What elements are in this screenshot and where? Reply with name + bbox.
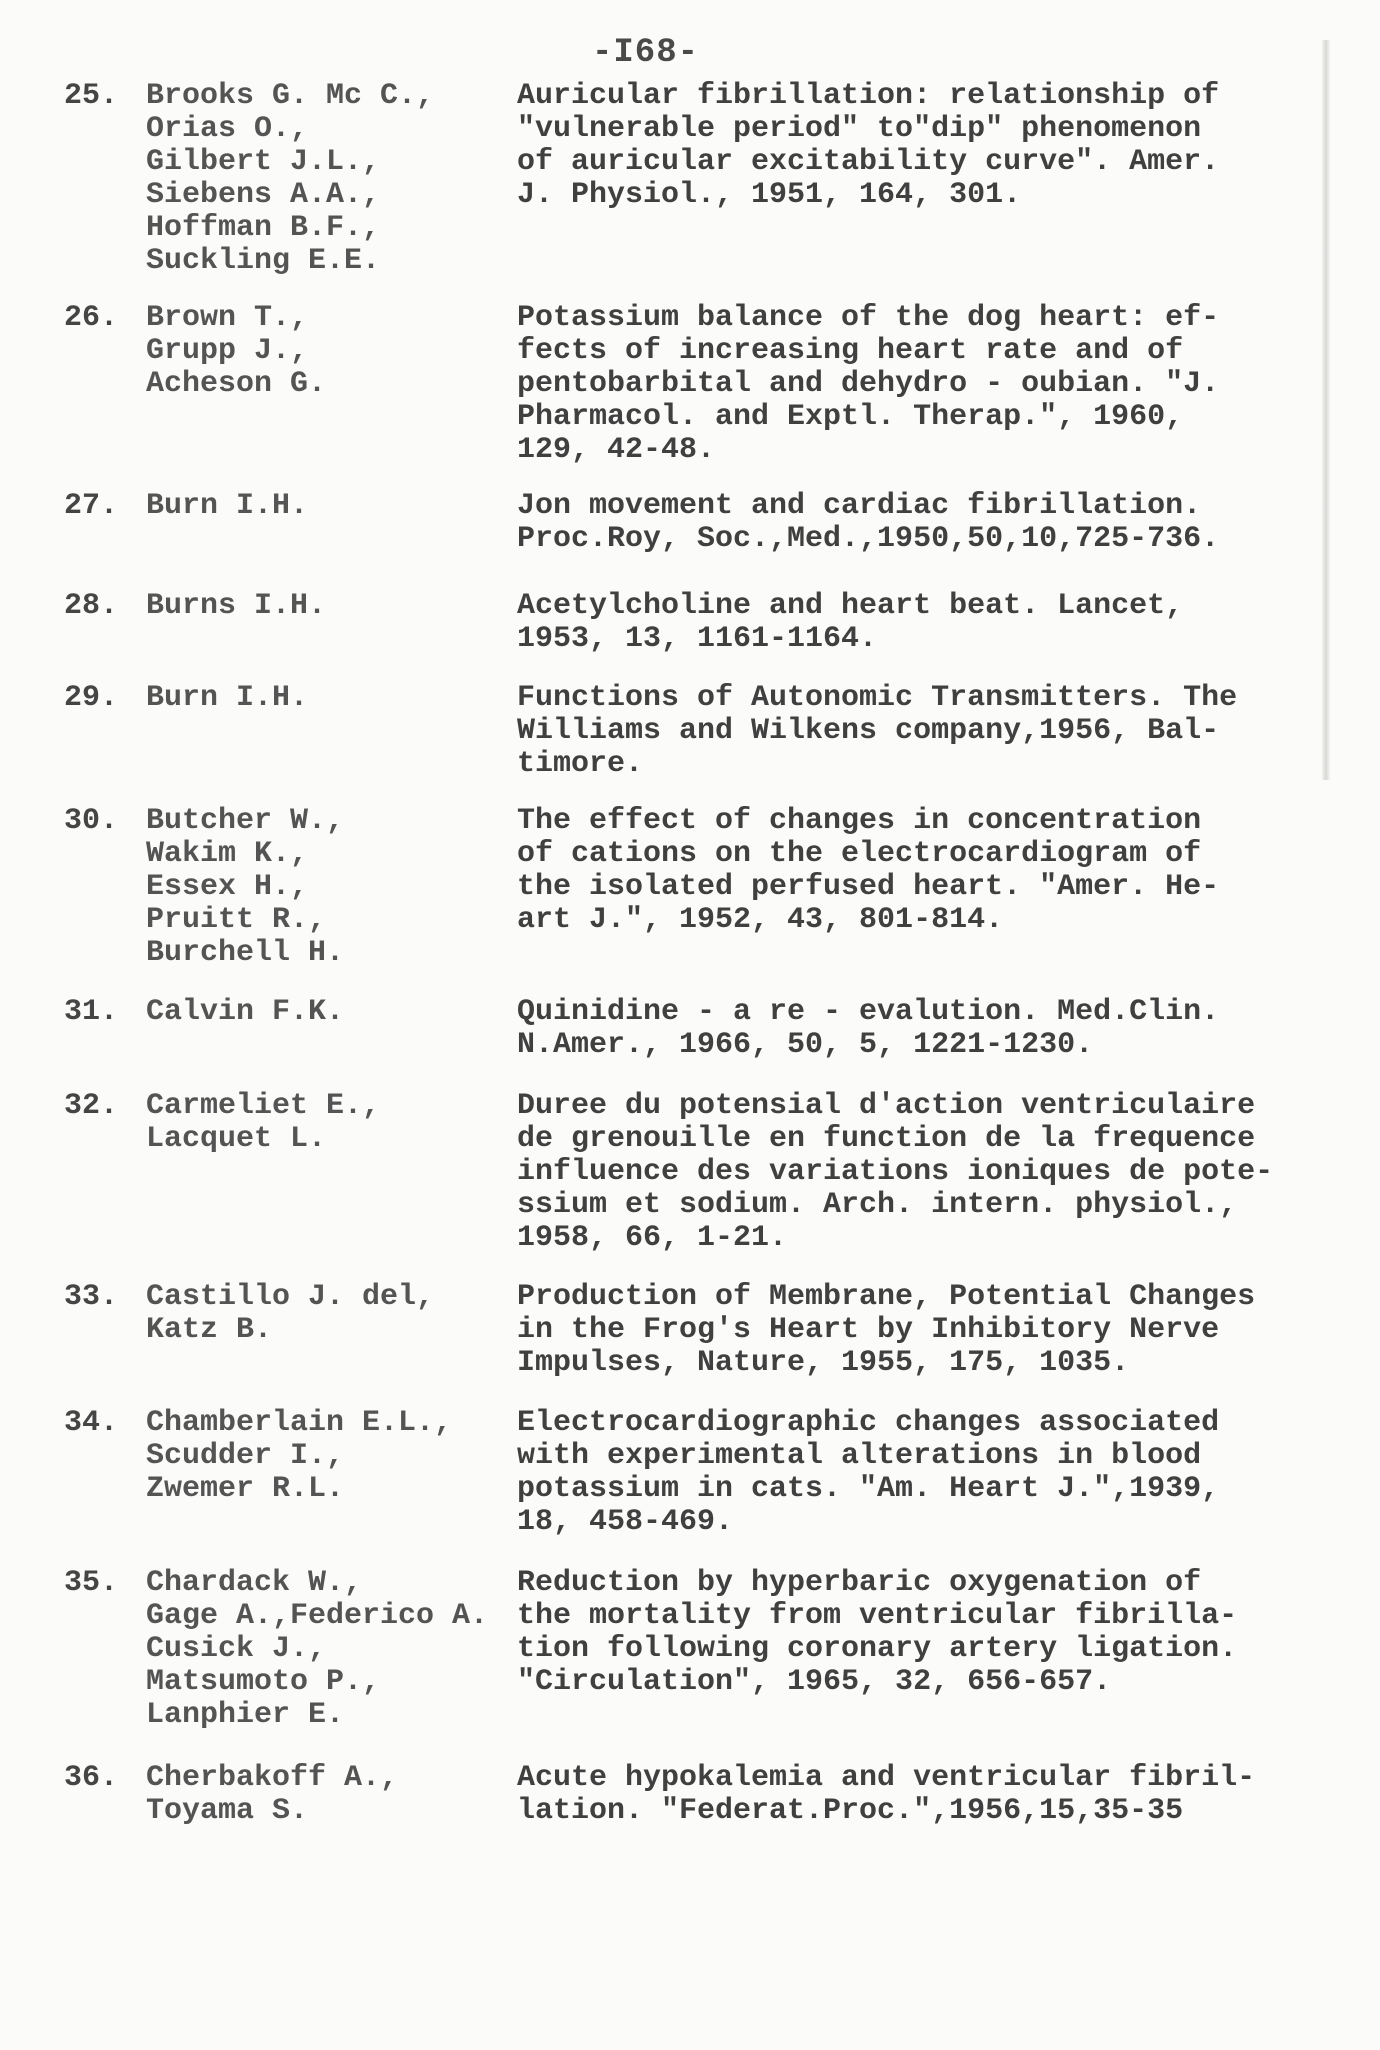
reference-authors bbox=[146, 805, 516, 970]
citation-line: potassium in cats. "Am. Heart J.",1939, bbox=[517, 1472, 1220, 1506]
reference-number: 25. bbox=[64, 79, 119, 113]
reference-citation bbox=[517, 805, 1317, 937]
reference-authors bbox=[146, 1281, 516, 1347]
author: Lacquet L. bbox=[146, 1122, 327, 1156]
reference-citation bbox=[517, 590, 1317, 656]
citation-line: "vulnerable period" to"dip" phenomenon bbox=[517, 112, 1202, 146]
reference-number: 35. bbox=[64, 1566, 119, 1600]
author: Essex H., bbox=[146, 870, 309, 904]
reference-authors bbox=[146, 590, 516, 623]
author: Burns I.H. bbox=[146, 589, 327, 623]
citation-line: of auricular excitability curve". Amer. bbox=[517, 145, 1220, 179]
page-number: -I68- bbox=[592, 34, 700, 72]
citation-line: de grenouille en function de la frequence bbox=[517, 1122, 1256, 1156]
reference-number: 28. bbox=[64, 589, 119, 623]
citation-line: the mortality from ventricular fibrilla- bbox=[517, 1599, 1238, 1633]
reference-citation bbox=[517, 1090, 1317, 1255]
author: Pruitt R., bbox=[146, 903, 327, 937]
author: Matsumoto P., bbox=[146, 1665, 381, 1699]
citation-line: Impulses, Nature, 1955, 175, 1035. bbox=[517, 1346, 1130, 1380]
author: Suckling E.E. bbox=[146, 244, 381, 278]
author: Zwemer R.L. bbox=[146, 1472, 345, 1506]
reference-number: 31. bbox=[64, 995, 119, 1029]
author: Cusick J., bbox=[146, 1632, 327, 1666]
citation-line: Production of Membrane, Potential Changes bbox=[517, 1280, 1256, 1314]
citation-line: Acetylcholine and heart beat. Lancet, bbox=[517, 589, 1184, 623]
author: Lanphier E. bbox=[146, 1698, 345, 1732]
citation-line: The effect of changes in concentration bbox=[517, 804, 1202, 838]
reference-citation bbox=[517, 1567, 1317, 1699]
citation-line: timore. bbox=[517, 747, 644, 781]
reference-authors bbox=[146, 80, 516, 278]
author: Carmeliet E., bbox=[146, 1089, 381, 1123]
reference-authors bbox=[146, 1762, 516, 1828]
citation-line: Duree du potensial d'action ventriculaire bbox=[517, 1089, 1256, 1123]
citation-line: in the Frog's Heart by Inhibitory Nerve bbox=[517, 1313, 1220, 1347]
reference-number: 27. bbox=[64, 489, 119, 523]
citation-line: J. Physiol., 1951, 164, 301. bbox=[517, 178, 1022, 212]
author: Burn I.H. bbox=[146, 681, 309, 715]
reference-authors bbox=[146, 1407, 516, 1506]
reference-number: 34. bbox=[64, 1406, 119, 1440]
citation-line: 18, 458-469. bbox=[517, 1505, 734, 1539]
author: Hoffman B.F., bbox=[146, 211, 381, 245]
author: Gage A.,Federico A. bbox=[146, 1599, 489, 1633]
citation-line: Electrocardiographic changes associated bbox=[517, 1406, 1220, 1440]
author: Toyama S. bbox=[146, 1794, 309, 1828]
reference-citation bbox=[517, 1762, 1317, 1828]
reference-authors bbox=[146, 1090, 516, 1156]
author: Orias O., bbox=[146, 112, 309, 146]
reference-number: 32. bbox=[64, 1089, 119, 1123]
reference-citation bbox=[517, 1281, 1317, 1380]
author: Burchell H. bbox=[146, 936, 345, 970]
reference-authors bbox=[146, 1567, 516, 1732]
citation-line: Williams and Wilkens company,1956, Bal- bbox=[517, 714, 1220, 748]
reference-number: 26. bbox=[64, 301, 119, 335]
reference-citation bbox=[517, 302, 1317, 467]
author: Gilbert J.L., bbox=[146, 145, 381, 179]
citation-line: lation. "Federat.Proc.",1956,15,35-35 bbox=[517, 1794, 1184, 1828]
citation-line: fects of increasing heart rate and of bbox=[517, 334, 1184, 368]
reference-citation bbox=[517, 996, 1317, 1062]
citation-line: Functions of Autonomic Transmitters. The bbox=[517, 681, 1238, 715]
author: Brooks G. Mc C., bbox=[146, 79, 435, 113]
citation-line: with experimental alterations in blood bbox=[517, 1439, 1202, 1473]
citation-line: N.Amer., 1966, 50, 5, 1221-1230. bbox=[517, 1028, 1094, 1062]
reference-citation bbox=[517, 682, 1317, 781]
citation-line: the isolated perfused heart. "Amer. He- bbox=[517, 870, 1220, 904]
reference-citation bbox=[517, 490, 1317, 556]
citation-line: Reduction by hyperbaric oxygenation of bbox=[517, 1566, 1202, 1600]
author: Acheson G. bbox=[146, 367, 327, 401]
citation-line: Auricular fibrillation: relationship of bbox=[517, 79, 1220, 113]
citation-line: ssium et sodium. Arch. intern. physiol., bbox=[517, 1188, 1238, 1222]
author: Scudder I., bbox=[146, 1439, 345, 1473]
reference-citation bbox=[517, 80, 1317, 212]
author: Castillo J. del, bbox=[146, 1280, 435, 1314]
reference-citation bbox=[517, 1407, 1317, 1539]
author: Wakim K., bbox=[146, 837, 309, 871]
reference-authors bbox=[146, 996, 516, 1029]
citation-line: influence des variations ioniques de pote- bbox=[517, 1155, 1274, 1189]
reference-number: 36. bbox=[64, 1761, 119, 1795]
author: Calvin F.K. bbox=[146, 995, 345, 1029]
citation-line: "Circulation", 1965, 32, 656-657. bbox=[517, 1665, 1112, 1699]
citation-line: 1953, 13, 1161-1164. bbox=[517, 622, 878, 656]
author: Brown T., bbox=[146, 301, 309, 335]
author: Chardack W., bbox=[146, 1566, 363, 1600]
citation-line: Pharmacol. and Exptl. Therap.", 1960, bbox=[517, 400, 1184, 434]
author: Cherbakoff A., bbox=[146, 1761, 399, 1795]
citation-line: Jon movement and cardiac fibrillation. bbox=[517, 489, 1202, 523]
citation-line: Quinidine - a re - evalution. Med.Clin. bbox=[517, 995, 1220, 1029]
citation-line: pentobarbital and dehydro - oubian. "J. bbox=[517, 367, 1220, 401]
reference-number: 29. bbox=[64, 681, 119, 715]
citation-line: Proc.Roy, Soc.,Med.,1950,50,10,725-736. bbox=[517, 522, 1220, 556]
citation-line: tion following coronary artery ligation. bbox=[517, 1632, 1238, 1666]
author: Katz B. bbox=[146, 1313, 273, 1347]
citation-line: 1958, 66, 1-21. bbox=[517, 1221, 788, 1255]
citation-line: art J.", 1952, 43, 801-814. bbox=[517, 903, 1004, 937]
author: Chamberlain E.L., bbox=[146, 1406, 453, 1440]
author: Grupp J., bbox=[146, 334, 309, 368]
author: Siebens A.A., bbox=[146, 178, 381, 212]
citation-line: 129, 42-48. bbox=[517, 433, 716, 467]
reference-authors bbox=[146, 302, 516, 401]
author: Butcher W., bbox=[146, 804, 345, 838]
reference-number: 33. bbox=[64, 1280, 119, 1314]
scan-shadow bbox=[1322, 40, 1330, 780]
reference-number: 30. bbox=[64, 804, 119, 838]
author: Burn I.H. bbox=[146, 489, 309, 523]
reference-authors bbox=[146, 490, 516, 523]
reference-authors bbox=[146, 682, 516, 715]
citation-line: Acute hypokalemia and ventricular fibril- bbox=[517, 1761, 1256, 1795]
citation-line: of cations on the electrocardiogram of bbox=[517, 837, 1202, 871]
citation-line: Potassium balance of the dog heart: ef- bbox=[517, 301, 1220, 335]
